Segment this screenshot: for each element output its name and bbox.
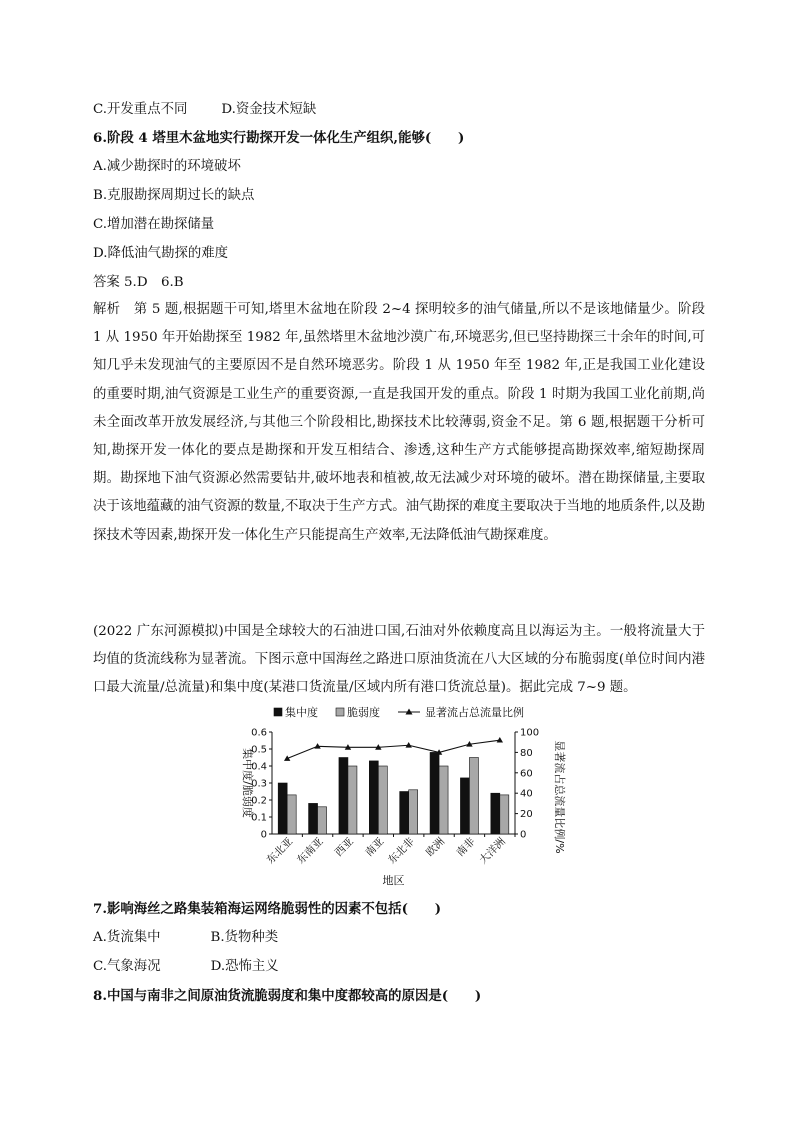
y-tick-label-left: 0.6 (251, 727, 267, 739)
x-tick-label: 南非 (454, 835, 478, 859)
bar-concentration (339, 758, 348, 835)
bar-concentration (278, 783, 287, 834)
legend-label-vulnerability: 脆弱度 (347, 706, 380, 719)
bar-concentration (400, 792, 409, 835)
q6-option-d: D.降低油气勘探的难度 (93, 246, 229, 261)
x-tick-label: 西亚 (332, 835, 357, 859)
bar-concentration (460, 778, 469, 834)
q7-option-c: C.气象海况 (93, 959, 161, 974)
y-tick-label-right: 20 (520, 809, 533, 821)
q6-option-b: B.克服勘探周期过长的缺点 (93, 188, 255, 203)
y-tick-label-left: 0.2 (251, 795, 267, 807)
x-tick-label: 东北非 (386, 835, 417, 867)
y-axis-title-left: 集中度/脆弱度 (241, 748, 254, 818)
y-axis-title-right: 显著流占总流量比例/% (553, 740, 566, 854)
legend-swatch-vulnerability (336, 708, 344, 716)
bar-vulnerability (409, 790, 418, 834)
y-tick-label-right: 80 (520, 747, 533, 759)
x-tick-label: 大洋洲 (477, 835, 508, 867)
bar-vulnerability (439, 766, 448, 834)
q6-option-a: A.减少勘探时的环境破坏 (93, 159, 241, 174)
q7-option-d: D.恐怖主义 (210, 959, 279, 974)
legend-label-significant-flow: 显著流占总流量比例 (425, 706, 524, 719)
x-tick-label: 东南亚 (294, 835, 326, 867)
bar-vulnerability (500, 795, 509, 834)
q5-options-row (93, 100, 316, 120)
bar-concentration (369, 761, 378, 834)
x-tick-label: 欧洲 (423, 835, 448, 859)
y-tick-label-left: 0.5 (251, 744, 267, 756)
q7-option-b: B.货物种类 (210, 930, 279, 945)
y-tick-label-left: 0.4 (251, 761, 267, 773)
q7-stem: 7.影响海丝之路集装箱海运网络脆弱性的因素不包括( ) (93, 901, 442, 917)
answer-line: 答案 5.D 6.B (93, 275, 184, 290)
q6-option-c: C.增加潜在勘探储量 (93, 217, 215, 232)
legend-swatch-concentration (274, 708, 282, 716)
y-tick-label-right: 0 (520, 829, 527, 841)
bar-vulnerability (287, 795, 296, 834)
q8-stem: 8.中国与南非之间原油货流脆弱度和集中度都较高的原因是( ) (93, 988, 482, 1004)
line-point-marker (497, 737, 503, 743)
y-tick-label-left: 0 (260, 829, 267, 841)
intro-block (93, 618, 705, 703)
analysis-block (93, 296, 705, 550)
chart-marks (278, 737, 509, 834)
intro-paragraph: (2022 广东河源模拟)中国是全球较大的石油进口国,石油对外依赖度高且以海运为主。一般将流量大于均值的货流线称为显著流。下图示意中国海丝之路进口原油货流在八大区域的分布脆弱度(单位时间内港口最大流量/总流量)和集中度(某港口货流量/区域内所有港口货流总量)。据此完成 7~9 题。 (93, 624, 705, 696)
bar-vulnerability (348, 766, 357, 834)
analysis-paragraph: 解析 第 5 题,根据题干可知,塔里木盆地在阶段 2~4 探明较多的油气储量,所以不是该地储量少。阶段 1 从 1950 年开始勘探至 1982 年,虽然塔里木盆地沙漠广布,环境恶劣,但已坚持勘探三十余年的时间,可知几乎未发现油气的主要原因不是自然环境恶劣。阶段 1 从 1950 年至 1982 年,正是我国工业化建设的重要时期,油气资源是工业生产的重要资源,一直是我国开发的重点。阶段 1 时期为我国工业化前期,尚未全面改革开放发展经济,与其他三个阶段相比,勘探技术比较薄弱,资金不足。第 6 题,根据题干分析可知,勘探开发一体化的要点是勘探和开发互相结合、渗透,这种生产方式能够提高勘探效率,缩短勘探周期。勘探地下油气资源必然需要钻井,破坏地表和植被,故无法减少对环境的破坏。潜在勘探储量,主要取决于该地蕴藏的油气资源的数量,不取决于生产方式。油气勘探的难度主要取决于当地的地质条件,以及勘探技术等因素,勘探开发一体化生产只能提高生产效率,无法降低油气勘探难度。 (93, 302, 705, 543)
bar-vulnerability (378, 766, 387, 834)
legend-label-concentration: 集中度 (285, 706, 318, 719)
y-tick-label-right: 40 (520, 788, 533, 800)
x-tick-label: 南亚 (363, 835, 387, 859)
q7-option-a: A.货流集中 (93, 930, 161, 945)
bar-concentration (309, 803, 318, 834)
bar-concentration (430, 752, 439, 834)
q5-option-c: C.开发重点不同 (93, 102, 188, 117)
chart (230, 702, 570, 892)
y-tick-label-right: 60 (520, 768, 533, 780)
y-tick-label-right: 100 (520, 727, 540, 739)
bar-vulnerability (318, 807, 327, 834)
line-significant-flow (287, 740, 500, 758)
y-tick-label-left: 0.3 (251, 778, 267, 790)
bar-vulnerability (469, 758, 478, 835)
q5-option-d: D.资金技术短缺 (221, 102, 317, 117)
bar-concentration (491, 793, 500, 834)
q7-options-row-2 (93, 957, 279, 977)
q7-options-row-1 (93, 928, 278, 948)
x-tick-label: 东北亚 (264, 835, 296, 867)
q6-stem: 6.阶段 4 塔里木盆地实行勘探开发一体化生产组织,能够( ) (93, 130, 465, 146)
chart-legend (274, 705, 524, 719)
x-axis-title: 地区 (382, 874, 405, 887)
y-tick-label-left: 0.1 (251, 812, 267, 824)
chart-axes (269, 732, 518, 837)
